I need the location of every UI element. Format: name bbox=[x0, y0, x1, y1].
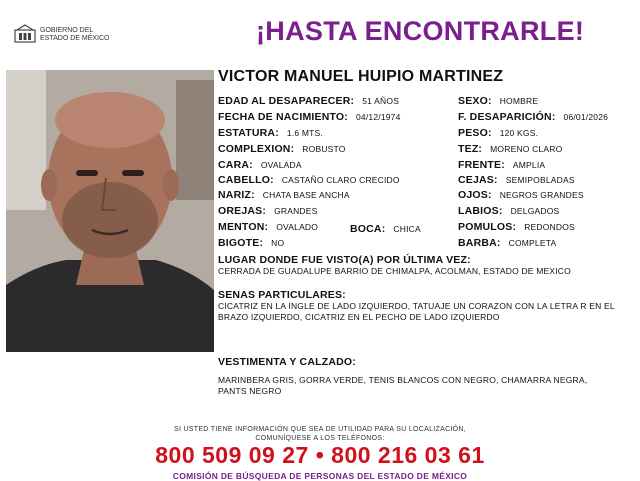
field-mouth bbox=[350, 223, 421, 235]
field-label: BOCA: bbox=[350, 223, 386, 235]
field-label: OREJAS: bbox=[218, 205, 267, 217]
contact-info-line-1: SI USTED TIENE INFORMACIÓN QUE SEA DE UTILIDAD PARA SU LOCALIZACIÓN, bbox=[173, 426, 467, 433]
person-portrait-icon bbox=[6, 70, 214, 352]
field-value: DELGADOS bbox=[510, 206, 560, 216]
field-value: NO bbox=[271, 238, 285, 248]
state-emblem-icon bbox=[14, 24, 36, 44]
field-ears bbox=[218, 205, 318, 217]
field-value: 51 AÑOS bbox=[362, 96, 400, 106]
field-value: OVALADA bbox=[260, 160, 302, 170]
field-label: BIGOTE: bbox=[218, 237, 264, 249]
marks-title: SENAS PARTICULARES: bbox=[218, 289, 346, 301]
field-skin-tone bbox=[458, 143, 562, 155]
field-value: NEGROS GRANDES bbox=[499, 190, 584, 200]
field-nose bbox=[218, 189, 350, 201]
field-label: PESO: bbox=[458, 127, 492, 139]
field-label: OJOS: bbox=[458, 189, 492, 201]
field-label: POMULOS: bbox=[458, 221, 517, 233]
headline: ¡HASTA ENCONTRARLE! bbox=[256, 16, 585, 46]
logo-text bbox=[40, 27, 110, 43]
last-seen-title: LUGAR DONDE FUE VISTO(A) POR ÚLTIMA VEZ: bbox=[218, 254, 471, 266]
field-label: BARBA: bbox=[458, 237, 501, 249]
marks-text: CICATRIZ EN LA INGLE DE LADO IZQUIERDO, TATUAJE UN CORAZON CON LA LETRA R EN EL BRAZO IZQUIERDO, CICATRIZ EN EL PECHO DE LADO IZQUIERDO bbox=[218, 301, 615, 322]
field-weight bbox=[458, 127, 538, 139]
field-value: 1.6 MTS. bbox=[286, 128, 323, 138]
field-label: SEXO: bbox=[458, 95, 492, 107]
field-value: CASTAÑO CLARO CRECIDO bbox=[281, 175, 400, 185]
field-value: CHATA BASE ANCHA bbox=[262, 190, 350, 200]
field-label: NARIZ: bbox=[218, 189, 255, 201]
clothing-text: MARINBERA GRIS, GORRA VERDE, TENIS BLANCOS CON NEGRO, CHAMARRA NEGRA, PANTS NEGRO bbox=[218, 375, 588, 396]
field-forehead bbox=[458, 159, 545, 171]
field-height bbox=[218, 127, 323, 139]
field-value: HOMBRE bbox=[499, 96, 539, 106]
field-label: FECHA DE NACIMIENTO: bbox=[218, 111, 348, 123]
field-birth-date bbox=[218, 111, 401, 123]
field-mustache bbox=[218, 237, 284, 249]
field-value: AMPLIA bbox=[512, 160, 546, 170]
person-name: VICTOR MANUEL HUIPIO MARTINEZ bbox=[218, 68, 504, 85]
field-value: 120 KGS. bbox=[499, 128, 539, 138]
field-eyebrows bbox=[458, 174, 575, 186]
field-chin bbox=[218, 221, 318, 233]
field-label: F. DESAPARICIÓN: bbox=[458, 111, 556, 123]
last-seen-text: CERRADA DE GUADALUPE BARRIO DE CHIMALPA, ACOLMAN, ESTADO DE MEXICO bbox=[218, 266, 571, 276]
field-value: CHICA bbox=[393, 224, 421, 234]
field-label: EDAD AL DESAPARECER: bbox=[218, 95, 355, 107]
field-eyes bbox=[458, 189, 584, 201]
field-complexion bbox=[218, 143, 346, 155]
field-age bbox=[218, 95, 399, 107]
field-value: OVALADO bbox=[276, 222, 319, 232]
field-beard bbox=[458, 237, 556, 249]
field-value: COMPLETA bbox=[508, 238, 557, 248]
field-disappearance-date bbox=[458, 111, 608, 123]
contact-info bbox=[0, 426, 640, 443]
field-label: MENTON: bbox=[218, 221, 269, 233]
field-face bbox=[218, 159, 302, 171]
field-label: FRENTE: bbox=[458, 159, 505, 171]
contact-info-line-2: COMUNÍQUESE A LOS TELÉFONOS: bbox=[255, 434, 385, 442]
field-label: CEJAS: bbox=[458, 174, 498, 186]
logo-line-2: ESTADO DE MÉXICO bbox=[40, 35, 110, 42]
field-label: COMPLEXION: bbox=[218, 143, 295, 155]
field-value: GRANDES bbox=[274, 206, 318, 216]
logo-line-1: GOBIERNO DEL bbox=[40, 27, 94, 34]
field-label: CABELLO: bbox=[218, 174, 274, 186]
phone-numbers: 800 509 09 27 • 800 216 03 61 bbox=[155, 442, 485, 468]
field-value: MORENO CLARO bbox=[490, 144, 563, 154]
missing-person-photo bbox=[6, 70, 214, 352]
clothing-title: VESTIMENTA Y CALZADO: bbox=[218, 356, 356, 368]
field-label: LABIOS: bbox=[458, 205, 503, 217]
field-lips bbox=[458, 205, 559, 217]
field-value: 04/12/1974 bbox=[356, 112, 401, 122]
field-cheekbones bbox=[458, 221, 575, 233]
field-value: ROBUSTO bbox=[302, 144, 346, 154]
field-label: CARA: bbox=[218, 159, 253, 171]
field-sex bbox=[458, 95, 538, 107]
government-logo bbox=[14, 24, 124, 46]
field-label: ESTATURA: bbox=[218, 127, 279, 139]
field-value: SEMIPOBLADAS bbox=[505, 175, 575, 185]
field-hair bbox=[218, 174, 400, 186]
field-value: 06/01/2026 bbox=[563, 112, 609, 122]
field-label: TEZ: bbox=[458, 143, 483, 155]
field-value: REDONDOS bbox=[524, 222, 575, 232]
commission-name: COMISIÓN DE BÚSQUEDA DE PERSONAS DEL ESTADO DE MÉXICO bbox=[172, 471, 468, 481]
